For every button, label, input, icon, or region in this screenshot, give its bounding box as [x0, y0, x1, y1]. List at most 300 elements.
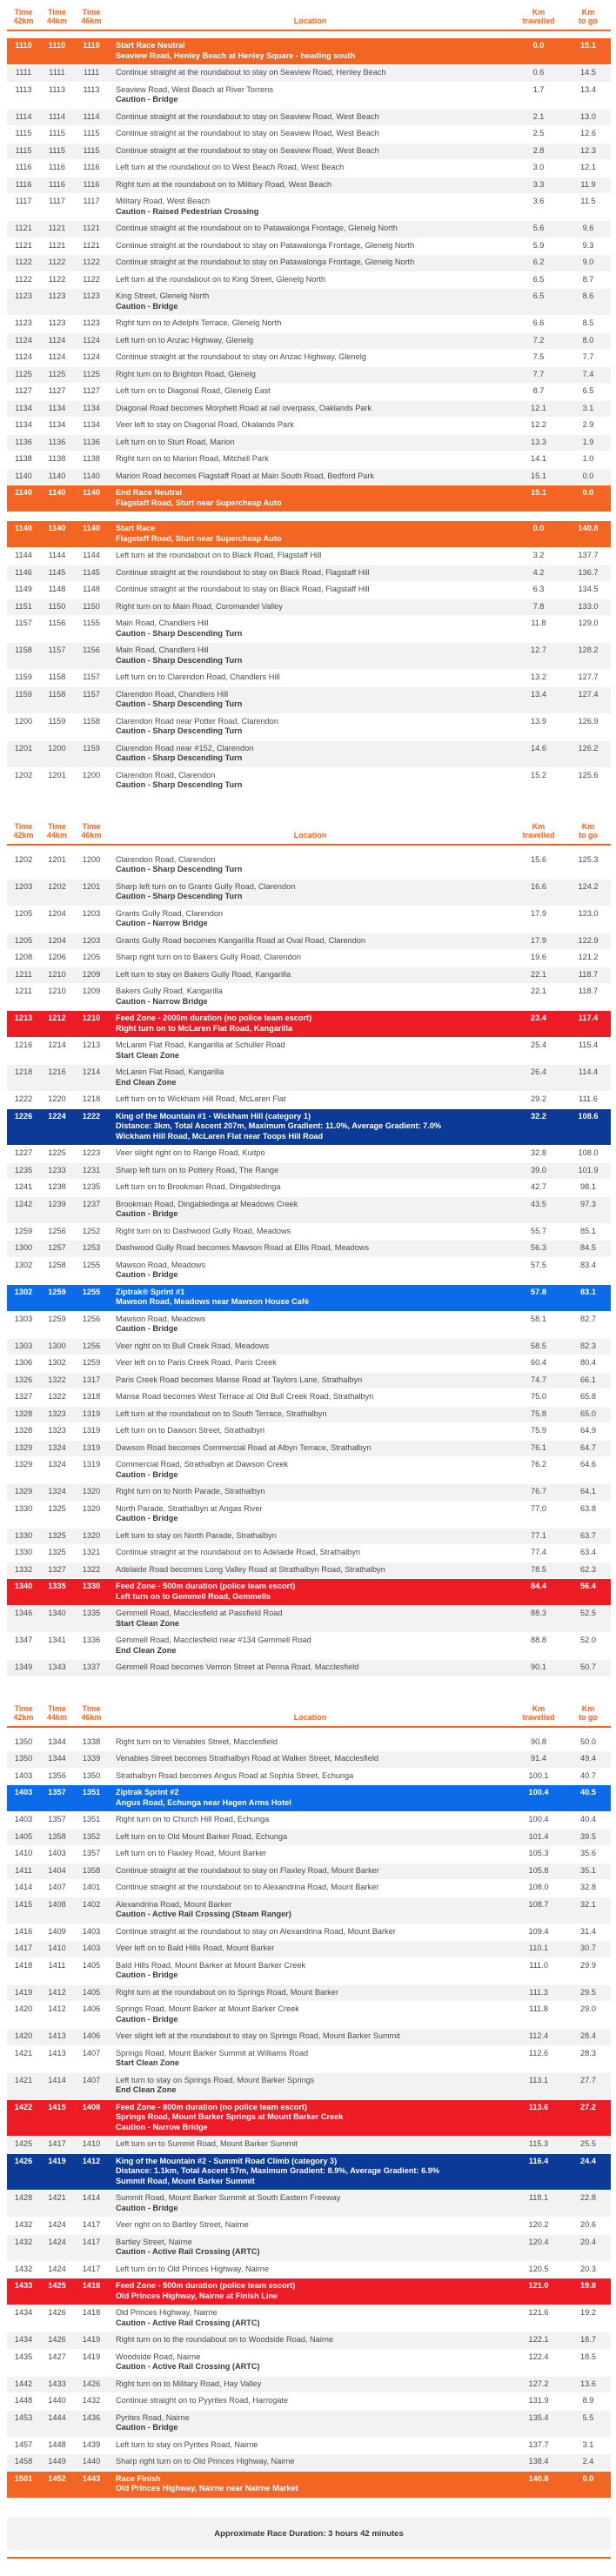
- location-line: Seaview Road, West Beach at River Torrens: [116, 84, 273, 94]
- header-time-44km-line2: 44km: [46, 1712, 68, 1722]
- location-cell: [109, 350, 512, 367]
- km-to-go: 52.5: [566, 1606, 611, 1633]
- time-46km: 1231: [74, 1162, 109, 1180]
- location-line: Commercial Road, Strathalbyn at Dawson Creek: [116, 1460, 289, 1469]
- km-travelled: 88.8: [512, 1633, 566, 1660]
- table-row: [7, 221, 611, 238]
- time-44km: 1122: [40, 255, 74, 272]
- km-travelled: 25.4: [512, 1038, 566, 1065]
- location-cell: [109, 686, 512, 713]
- time-46km: 1122: [74, 255, 109, 272]
- time-46km: 1203: [74, 906, 109, 933]
- km-to-go: 129.0: [566, 616, 611, 643]
- location-line: Right turn on to Dashwood Gully Road, Meadows: [116, 1226, 291, 1235]
- table-row: [7, 643, 611, 670]
- time-46km: 1256: [74, 1311, 109, 1338]
- location-cell: [109, 65, 512, 83]
- header-km-travelled-line1: Km: [532, 821, 546, 831]
- time-42km: 1208: [7, 950, 40, 967]
- table-row: [7, 2349, 611, 2376]
- km-to-go: 64.7: [566, 1440, 611, 1457]
- header-km-travelled-line2: travelled: [522, 1712, 555, 1722]
- location-line: Ziptrak Sprint #2: [116, 1788, 179, 1797]
- time-44km: 1225: [40, 1146, 74, 1163]
- km-travelled: 112.6: [512, 2045, 566, 2072]
- km-travelled: 0.0: [512, 38, 566, 65]
- header-time-46km: [74, 814, 109, 845]
- time-46km: 1121: [74, 221, 109, 238]
- km-to-go: 65.8: [566, 1389, 611, 1407]
- time-42km: 1329: [7, 1457, 40, 1484]
- location-line: Woodside Road, Nairne: [116, 2352, 201, 2361]
- km-travelled: 14.1: [512, 452, 566, 469]
- km-to-go: 6.5: [566, 384, 611, 401]
- table-row: [7, 2072, 611, 2099]
- time-42km: 1116: [7, 160, 40, 177]
- time-46km: 1114: [74, 109, 109, 126]
- km-travelled: 2.5: [512, 126, 566, 144]
- km-travelled: 111.0: [512, 1957, 566, 1984]
- time-44km: 1114: [40, 109, 74, 126]
- km-to-go: 123.0: [566, 906, 611, 933]
- km-travelled: 3.6: [512, 194, 566, 221]
- location-cell: [109, 1223, 512, 1241]
- schedule-table: [7, 1696, 611, 2499]
- location-line: Continue straight at the roundabout to stay on Alexandrina Road, Mount Barker: [116, 1926, 396, 1936]
- time-42km: 1435: [7, 2349, 40, 2376]
- time-44km: 1259: [40, 1311, 74, 1338]
- time-44km: 1324: [40, 1457, 74, 1484]
- km-travelled: 12.1: [512, 400, 566, 418]
- highlight-row-red: [7, 2278, 611, 2305]
- location-cell: [109, 933, 512, 950]
- km-to-go: 56.4: [566, 1579, 611, 1606]
- km-to-go: 29.9: [566, 1957, 611, 1984]
- time-46km: 1155: [74, 616, 109, 643]
- time-44km: 1356: [40, 1768, 74, 1785]
- km-to-go: 118.7: [566, 967, 611, 984]
- time-46km: 1319: [74, 1457, 109, 1484]
- time-42km: 1329: [7, 1440, 40, 1457]
- time-44km: 1404: [40, 1863, 74, 1880]
- location-cell: [109, 1389, 512, 1407]
- time-42km: 1134: [7, 418, 40, 435]
- location-cell: [109, 616, 512, 643]
- km-to-go: 126.9: [566, 713, 611, 740]
- time-46km: 1115: [74, 126, 109, 144]
- location-cell: [109, 1751, 512, 1769]
- location-note: Caution - Sharp Descending Turn: [116, 628, 243, 638]
- km-to-go: 83.4: [566, 1257, 611, 1284]
- location-line: Left turn on to Old Mount Barker Road, Echunga: [116, 1831, 288, 1841]
- time-42km: 1124: [7, 350, 40, 367]
- time-44km: 1256: [40, 1223, 74, 1241]
- schedule-table: [7, 814, 611, 1677]
- location-cell: [109, 221, 512, 238]
- location-line: Continue straight at the roundabout on to Alexandrina Road, Mount Barker: [116, 1883, 379, 1891]
- location-cell: [109, 316, 512, 333]
- km-to-go: 8.5: [566, 316, 611, 333]
- time-44km: 1121: [40, 221, 74, 238]
- km-travelled: 105.3: [512, 1846, 566, 1863]
- table-row: [7, 1924, 611, 1941]
- time-42km: 1201: [7, 740, 40, 767]
- time-42km: 1202: [7, 767, 40, 794]
- location-line: Mawson Road, Meadows: [116, 1260, 206, 1269]
- km-to-go: 126.2: [566, 740, 611, 767]
- location-note: Caution - Sharp Descending Turn: [116, 699, 243, 708]
- table-row: [7, 1735, 611, 1751]
- location-line: Right turn on to Venables Street, Macclesfield: [116, 1736, 278, 1746]
- time-44km: 1158: [40, 670, 74, 687]
- km-travelled: 75.9: [512, 1423, 566, 1441]
- km-to-go: 133.0: [566, 599, 611, 616]
- km-to-go: 64.9: [566, 1423, 611, 1441]
- header-time-42km-line1: Time: [14, 821, 33, 831]
- km-to-go: 66.1: [566, 1372, 611, 1389]
- header-km-to-go: [566, 1696, 611, 1727]
- location-note: Caution - Bridge: [116, 1469, 178, 1479]
- km-to-go: 18.7: [566, 2332, 611, 2350]
- time-42km: 1433: [7, 2278, 40, 2305]
- time-42km: 1158: [7, 643, 40, 670]
- table-row: [7, 2376, 611, 2393]
- time-42km: 1421: [7, 2072, 40, 2099]
- km-to-go: 27.7: [566, 2072, 611, 2099]
- location-note: Caution - Active Rail Crossing (Steam Ranger): [116, 1910, 291, 1918]
- location-cell: [109, 906, 512, 933]
- time-42km: 1453: [7, 2410, 40, 2437]
- time-44km: 1419: [40, 2153, 74, 2191]
- km-to-go: 114.4: [566, 1065, 611, 1092]
- table-row: [7, 1338, 611, 1355]
- km-travelled: 111.8: [512, 2002, 566, 2029]
- time-42km: 1227: [7, 1146, 40, 1163]
- time-46km: 1320: [74, 1528, 109, 1545]
- time-44km: 1424: [40, 2218, 74, 2235]
- time-42km: 1349: [7, 1660, 40, 1677]
- location-note: Caution - Sharp Descending Turn: [116, 865, 243, 873]
- time-44km: 1357: [40, 1785, 74, 1812]
- location-line: Flagstaff Road, Sturt near Supercheap Auto: [116, 533, 282, 543]
- table-row: [7, 950, 611, 967]
- location-cell: [109, 1846, 512, 1863]
- location-cell: [109, 1528, 512, 1545]
- time-44km: 1300: [40, 1338, 74, 1355]
- km-to-go: 11.9: [566, 177, 611, 194]
- time-42km: 1411: [7, 1863, 40, 1880]
- km-travelled: 57.5: [512, 1257, 566, 1284]
- km-to-go: 9.0: [566, 255, 611, 272]
- km-travelled: 100.4: [512, 1812, 566, 1830]
- time-46km: 1150: [74, 599, 109, 616]
- table-row: [7, 1440, 611, 1457]
- time-42km: 1346: [7, 1606, 40, 1633]
- location-line: Right turn on to McLaren Flat Road, Kangarilla: [116, 1023, 293, 1033]
- km-to-go: 8.6: [566, 289, 611, 316]
- location-line: Right turn on to Marion Road, Mitchell Park: [116, 454, 269, 463]
- location-line: Feed Zone - 500m duration (police team escort): [116, 1582, 296, 1590]
- time-42km: 1146: [7, 565, 40, 582]
- km-to-go: 84.5: [566, 1241, 611, 1258]
- km-travelled: 112.4: [512, 2029, 566, 2046]
- location-cell: [109, 452, 512, 469]
- time-44km: 1212: [40, 1011, 74, 1038]
- location-note: Caution - Bridge: [116, 2423, 178, 2432]
- km-to-go: 64.6: [566, 1457, 611, 1484]
- km-travelled: 57.8: [512, 1284, 566, 1311]
- time-42km: 1200: [7, 713, 40, 740]
- location-note: Caution - Bridge: [116, 95, 178, 104]
- time-44km: 1323: [40, 1423, 74, 1441]
- location-line: Alexandrina Road, Mount Barker: [116, 1899, 232, 1909]
- location-cell: [109, 271, 512, 289]
- time-44km: 1134: [40, 400, 74, 418]
- km-to-go: 12.3: [566, 143, 611, 160]
- time-44km: 1344: [40, 1751, 74, 1769]
- header-time-42km-line2: 42km: [13, 830, 34, 840]
- location-line: Left turn on to Clarendon Road, Chandlers Hill: [116, 672, 280, 681]
- time-46km: 1407: [74, 2072, 109, 2099]
- time-44km: 1440: [40, 2393, 74, 2411]
- location-note: End Clean Zone: [116, 1645, 177, 1655]
- time-42km: 1159: [7, 686, 40, 713]
- time-46km: 1320: [74, 1501, 109, 1528]
- location-line: Continue straight at the roundabout to stay on Flaxley Road, Mount Barker: [116, 1865, 379, 1875]
- km-to-go: 32.8: [566, 1880, 611, 1897]
- time-46km: 1205: [74, 950, 109, 967]
- time-42km: 1340: [7, 1579, 40, 1606]
- table-row: [7, 2002, 611, 2029]
- location-line: Bakers Gully Road, Kangarilla: [116, 987, 223, 995]
- time-44km: 1344: [40, 1735, 74, 1751]
- km-to-go: 13.4: [566, 82, 611, 109]
- header-time-42km-line2: 42km: [13, 17, 34, 25]
- time-44km: 1408: [40, 1897, 74, 1924]
- km-travelled: 58.1: [512, 1311, 566, 1338]
- km-to-go: 11.5: [566, 194, 611, 221]
- km-to-go: 63.7: [566, 1528, 611, 1545]
- km-travelled: 118.1: [512, 2191, 566, 2218]
- header-km-to-go: [566, 814, 611, 845]
- time-42km: 1442: [7, 2376, 40, 2393]
- km-to-go: 85.1: [566, 1223, 611, 1241]
- table-row: [7, 366, 611, 384]
- km-travelled: 55.7: [512, 1223, 566, 1241]
- table-row: [7, 1829, 611, 1846]
- table-row: [7, 1846, 611, 1863]
- time-46km: 1406: [74, 2002, 109, 2029]
- km-to-go: 101.9: [566, 1162, 611, 1180]
- km-to-go: 63.4: [566, 1545, 611, 1562]
- time-44km: 1412: [40, 1984, 74, 2002]
- table-row: [7, 2437, 611, 2454]
- time-42km: 1259: [7, 1223, 40, 1241]
- time-46km: 1210: [74, 1011, 109, 1038]
- km-to-go: 117.4: [566, 1011, 611, 1038]
- location-cell: [109, 2278, 512, 2305]
- location-line: Continue straight at the roundabout to stay on Black Road, Flagstaff Hill: [116, 567, 370, 577]
- km-to-go: 35.6: [566, 1846, 611, 1863]
- km-travelled: 13.3: [512, 434, 566, 452]
- location-cell: [109, 548, 512, 565]
- table-row: [7, 582, 611, 599]
- location-cell: [109, 1984, 512, 2002]
- km-to-go: 64.1: [566, 1484, 611, 1502]
- km-travelled: 0.6: [512, 65, 566, 83]
- km-travelled: 100.4: [512, 1785, 566, 1812]
- km-travelled: 17.9: [512, 906, 566, 933]
- location-cell: [109, 2332, 512, 2350]
- location-line: Left turn at the roundabout on to South Terrace, Strathalbyn: [116, 1408, 327, 1418]
- km-travelled: 14.6: [512, 740, 566, 767]
- time-44km: 1123: [40, 316, 74, 333]
- location-cell: [109, 1146, 512, 1163]
- table-row: [7, 418, 611, 435]
- time-42km: 1151: [7, 599, 40, 616]
- km-travelled: 78.5: [512, 1562, 566, 1579]
- time-44km: 1158: [40, 686, 74, 713]
- location-cell: [109, 1501, 512, 1528]
- km-to-go: 0.0: [566, 468, 611, 485]
- time-44km: 1417: [40, 2137, 74, 2154]
- time-44km: 1200: [40, 740, 74, 767]
- header-row: [7, 1696, 611, 1727]
- km-travelled: 7.5: [512, 350, 566, 367]
- location-line: Summit Road, Mount Barker Summit at South Eastern Freeway: [116, 2193, 341, 2202]
- header-km-travelled: [512, 814, 566, 845]
- km-travelled: 91.4: [512, 1751, 566, 1769]
- time-44km: 1324: [40, 1440, 74, 1457]
- table-row: [7, 160, 611, 177]
- time-42km: 1203: [7, 879, 40, 906]
- time-44km: 1413: [40, 2045, 74, 2072]
- table-row: [7, 2454, 611, 2472]
- time-42km: 1115: [7, 126, 40, 144]
- location-cell: [109, 950, 512, 967]
- km-to-go: 24.4: [566, 2153, 611, 2191]
- table-row: [7, 1562, 611, 1579]
- time-42km: 1328: [7, 1406, 40, 1423]
- time-44km: 1424: [40, 2234, 74, 2261]
- location-note: Caution - Sharp Descending Turn: [116, 726, 243, 735]
- location-line: King Street, Glenelg North: [116, 291, 210, 300]
- km-to-go: 50.0: [566, 1735, 611, 1751]
- table-row: [7, 2410, 611, 2437]
- location-line: Marion Road becomes Flagstaff Road at Main South Road, Bedford Park: [116, 471, 375, 480]
- km-to-go: 111.6: [566, 1092, 611, 1109]
- location-cell: [109, 2471, 512, 2498]
- time-42km: 1425: [7, 2137, 40, 2154]
- location-line: Start Race: [116, 524, 156, 532]
- time-42km: 1457: [7, 2437, 40, 2454]
- header-km-travelled-line2: travelled: [522, 17, 555, 25]
- table-row: [7, 767, 611, 794]
- time-46km: 1317: [74, 1372, 109, 1389]
- km-travelled: 109.4: [512, 1924, 566, 1941]
- location-line: Springs Road, Mount Barker Summit at Williams Road: [116, 2048, 309, 2057]
- time-42km: 1350: [7, 1751, 40, 1769]
- location-cell: [109, 1941, 512, 1958]
- time-44km: 1258: [40, 1257, 74, 1284]
- time-46km: 1110: [74, 38, 109, 65]
- km-to-go: 3.1: [566, 2437, 611, 2454]
- location-cell: [109, 332, 512, 350]
- location-line: Bartley Street, Nairne: [116, 2237, 192, 2246]
- km-to-go: 14.5: [566, 65, 611, 83]
- location-cell: [109, 1257, 512, 1284]
- location-line: Left turn on to Sturt Road, Marion: [116, 437, 235, 446]
- time-44km: 1257: [40, 1241, 74, 1258]
- location-line: Old Princes Highway, Nairne at Finish Line: [116, 2291, 278, 2300]
- km-to-go: 20.4: [566, 2234, 611, 2261]
- table-row: [7, 452, 611, 469]
- time-42km: 1330: [7, 1528, 40, 1545]
- time-46km: 1115: [74, 143, 109, 160]
- location-cell: [109, 853, 512, 880]
- header-km-travelled: [512, 0, 566, 30]
- km-travelled: 58.5: [512, 1338, 566, 1355]
- time-44km: 1206: [40, 950, 74, 967]
- time-46km: 1408: [74, 2099, 109, 2137]
- location-cell: [109, 1785, 512, 1812]
- km-travelled: 11.8: [512, 616, 566, 643]
- time-46km: 1414: [74, 2191, 109, 2218]
- time-44km: 1426: [40, 2305, 74, 2332]
- table-row: [7, 1484, 611, 1502]
- location-line: Gemmell Road, Macclesfield near #134 Gemmell Road: [116, 1636, 311, 1644]
- highlight-row-red: [7, 1579, 611, 1606]
- km-travelled: 121.6: [512, 2305, 566, 2332]
- time-46km: 1418: [74, 2305, 109, 2332]
- km-travelled: 100.1: [512, 1768, 566, 1785]
- location-line: Clarendon Road near #152, Clarendon: [116, 743, 254, 753]
- time-46km: 1410: [74, 2137, 109, 2154]
- time-44km: 1343: [40, 1660, 74, 1677]
- km-to-go: 124.2: [566, 879, 611, 906]
- table-row: [7, 1092, 611, 1109]
- km-to-go: 52.0: [566, 1633, 611, 1660]
- km-travelled: 90.1: [512, 1660, 566, 1677]
- time-42km: 1242: [7, 1196, 40, 1223]
- km-travelled: 122.1: [512, 2332, 566, 2350]
- time-46km: 1330: [74, 1579, 109, 1606]
- km-to-go: 29.5: [566, 1984, 611, 2002]
- location-note: Caution - Bridge: [116, 2203, 178, 2212]
- km-travelled: 7.8: [512, 599, 566, 616]
- location-line: Sharp left turn on to Pottery Road, The Range: [116, 1165, 279, 1174]
- table-row: [7, 2305, 611, 2332]
- km-to-go: 137.7: [566, 548, 611, 565]
- km-to-go: 2.9: [566, 418, 611, 435]
- time-46km: 1116: [74, 177, 109, 194]
- time-44km: 1145: [40, 565, 74, 582]
- time-42km: 1414: [7, 1880, 40, 1897]
- time-44km: 1148: [40, 582, 74, 599]
- time-46km: 1218: [74, 1092, 109, 1109]
- table-row: [7, 984, 611, 1011]
- location-line: Adelaide Road becomes Long Valley Road at Strathalbyn Road, Strathalbyn: [116, 1564, 385, 1574]
- time-46km: 1237: [74, 1196, 109, 1223]
- km-to-go: 115.4: [566, 1038, 611, 1065]
- table-row: [7, 1812, 611, 1830]
- location-cell: [109, 238, 512, 255]
- time-46km: 1200: [74, 853, 109, 880]
- time-46km: 1138: [74, 452, 109, 469]
- location-line: King of the Mountain #2 - Summit Road Climb (category 3): [116, 2156, 338, 2165]
- time-42km: 1501: [7, 2471, 40, 2498]
- schedule-table: [7, 0, 611, 795]
